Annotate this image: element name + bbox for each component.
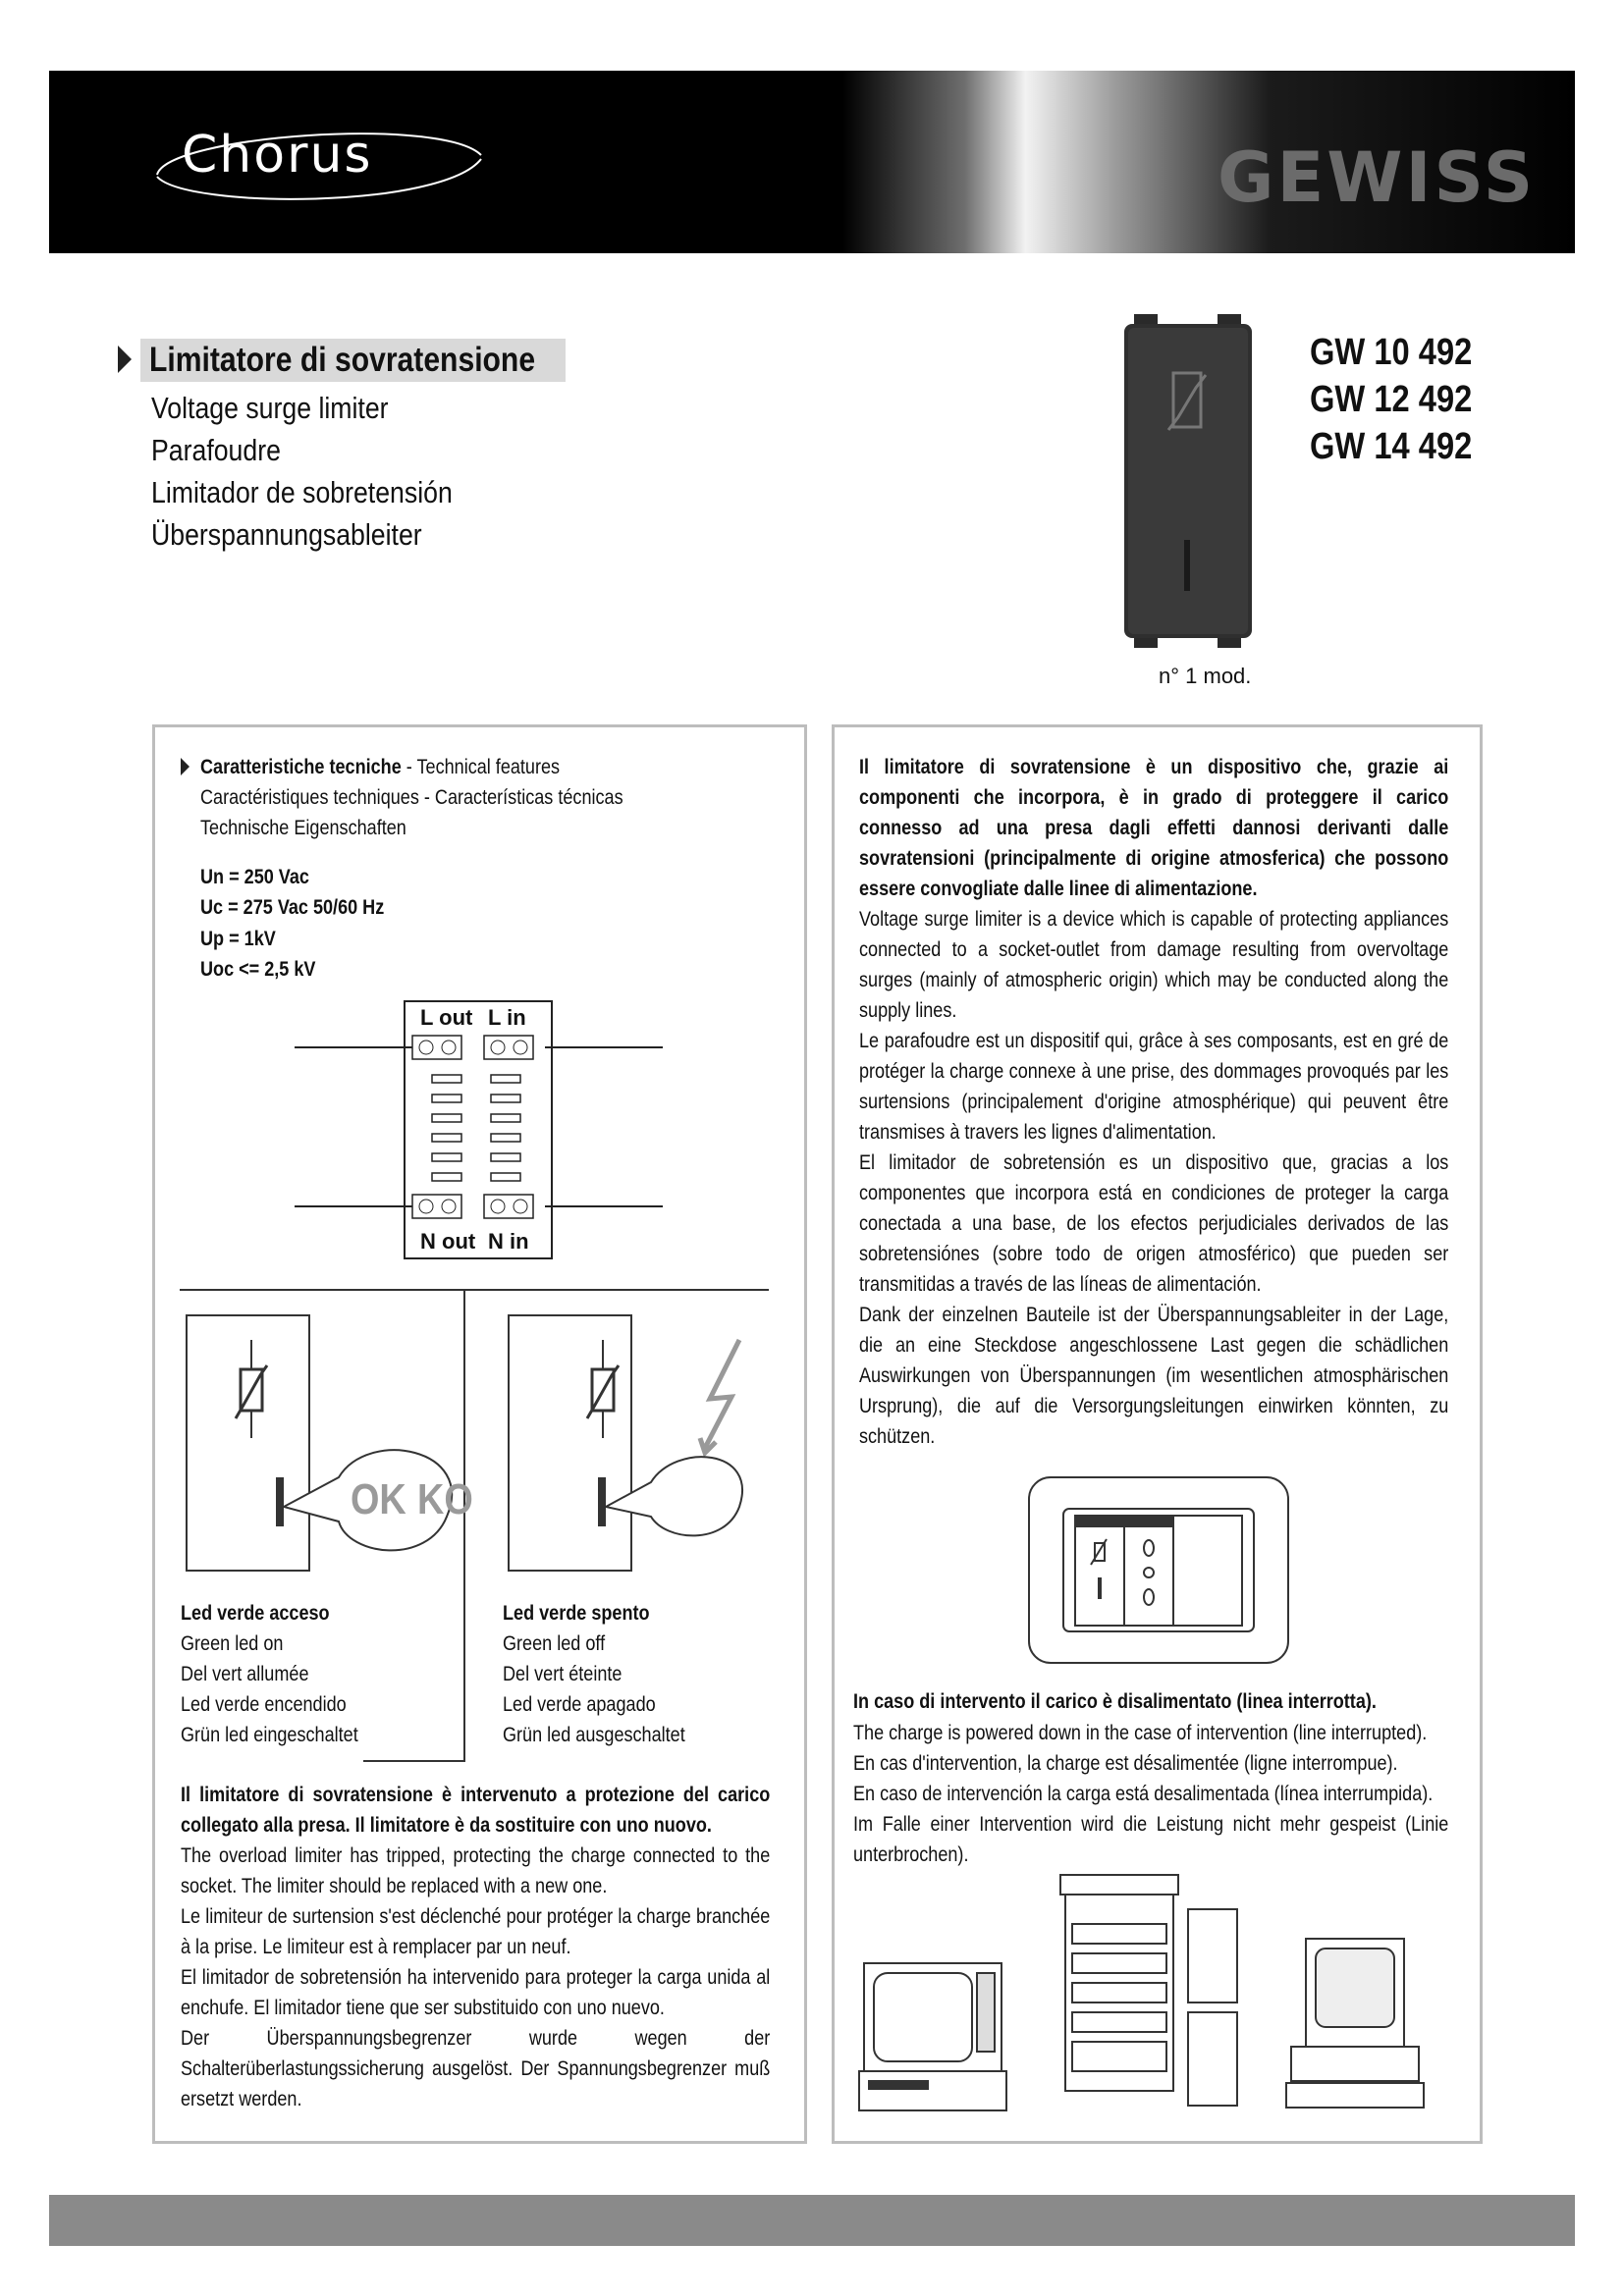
bubble-ko: KO	[417, 1475, 473, 1523]
spec-uc: Uc = 275 Vac 50/60 Hz	[200, 896, 385, 919]
spec-up: Up = 1kV	[200, 928, 276, 950]
tripped-de: Der Überspannungsbegrenzer wurde wegen der Schalterüberlastungssicherung ausgelöst. Der Spannungsbegrenzer muß ersetzt werden.	[181, 2027, 771, 2110]
tripped-it: Il limitatore di sovratensione è intervenuto a protezione del carico collegato alla presa. Il limitatore è da sostituire con uno nuovo.	[181, 1784, 771, 1837]
terminal-n-in: N in	[488, 1229, 529, 1254]
wiring-diagram	[295, 996, 668, 1261]
tripped-en: The overload limiter has tripped, protecting the charge connected to the socket. The limiter should be replaced with a new one.	[181, 1844, 771, 1897]
tripped-es: El limitador de sobretensión ha intervenido para proteger la carga unida al enchufe. El limitador tiene que ser substituido con uno nuevo.	[181, 1966, 771, 2019]
title-arrow-icon	[118, 346, 132, 373]
terminal-l-in: L in	[488, 1005, 526, 1030]
intervention-de: Im Falle einer Intervention wird die Leistung nicht mehr gespeist (Linie unterbrochen).	[853, 1813, 1449, 1866]
led-on-es: Led verde encendido	[181, 1693, 347, 1716]
led-on-diagram	[182, 1310, 486, 1575]
subtitle-en: Voltage surge limiter	[151, 391, 389, 425]
tripped-fr: Le limiteur de surtension s'est déclenché pour protéger la charge branchée à la prise. Le limiteur est à remplacer par un neuf.	[181, 1905, 771, 1958]
product-code-1: GW 10 492	[1310, 332, 1473, 373]
led-off-diagram	[504, 1310, 788, 1575]
subtitle-es: Limitador de sobretensión	[151, 475, 453, 509]
appliances-illustration	[854, 1865, 1453, 2120]
spec-uoc: Uoc <= 2,5 kV	[200, 958, 316, 981]
led-off-en: Green led off	[503, 1632, 606, 1655]
features-line-2: Caractéristiques techniques - Características técnicas	[200, 786, 623, 809]
led-off-es: Led verde apagado	[503, 1693, 656, 1716]
terminal-n-out: N out	[420, 1229, 476, 1254]
product-module-image	[1119, 314, 1257, 648]
module-label: n° 1 mod.	[1159, 664, 1252, 688]
spec-un: Un = 250 Vac	[200, 866, 309, 888]
intro-it: Il limitatore di sovratensione è un dispositivo che, grazie ai componenti che incorpora, è in grado di proteggere il carico connesso ad una presa dagli effetti dannosi derivanti dalle sovratensioni (principalmente di origine atmosferica) che possono essere convogliate dalle linee di alimentazione.	[859, 756, 1449, 900]
led-off-de: Grün led ausgeschaltet	[503, 1724, 685, 1746]
product-code-3: GW 14 492	[1310, 426, 1473, 467]
intervention-fr: En cas d'intervention, la charge est désalimentée (ligne interrompue).	[853, 1752, 1398, 1775]
led-on-it: Led verde acceso	[181, 1602, 330, 1625]
features-heading: Caratteristiche tecniche - Technical features	[200, 756, 561, 778]
subtitle-de: Überspannungsableiter	[151, 517, 422, 552]
led-on-fr: Del vert allumée	[181, 1663, 309, 1685]
divider-short	[363, 1760, 465, 1762]
intro-de: Dank der einzelnen Bauteile ist der Überspannungsableiter in der Lage, die an eine Steckdose angeschlossene Last gegen die schädlichen Auswirkungen von Überspannungen (im wesentlichen atmosphärischen Ursprung), die auf die Versorgungsleitungen einwirken könnten, zu schützen.	[859, 1304, 1449, 1448]
gewiss-logo-text: GEWISS	[1218, 137, 1537, 218]
divider-line	[180, 1289, 769, 1291]
led-on-en: Green led on	[181, 1632, 284, 1655]
led-off-it: Led verde spento	[503, 1602, 650, 1625]
led-on-de: Grün led eingeschaltet	[181, 1724, 358, 1746]
page-title: Limitatore di sovratensione	[149, 341, 536, 379]
terminal-l-out: L out	[420, 1005, 473, 1030]
led-off-fr: Del vert éteinte	[503, 1663, 623, 1685]
features-line-3: Technische Eigenschaften	[200, 817, 406, 839]
features-arrow-icon	[181, 758, 189, 775]
socket-plate-image	[1026, 1474, 1291, 1666]
intro-en: Voltage surge limiter is a device which is capable of protecting appliances connected to a socket-outlet from damage resulting from overvoltage surges (mainly of atmospheric origin) which may be conducted along the supply lines.	[859, 908, 1449, 1022]
intervention-es: En caso de intervención la carga está desalimentada (línea interrumpida).	[853, 1783, 1434, 1805]
intro-fr: Le parafoudre est un dispositif qui, grâce à ses composants, est en gré de protéger la charge connexe à une prise, des dommages provoqués par les surtensions (principalement d'origine atmosphérique) qui peuvent être transmises à travers les lignes d'alimentation.	[859, 1030, 1449, 1144]
intervention-it: In caso di intervento il carico è disalimentato (linea interrotta).	[853, 1690, 1377, 1713]
chorus-logo-text: Chorus	[182, 126, 373, 185]
footer-bar	[49, 2195, 1575, 2246]
intro-es: El limitador de sobretensión es un dispositivo que, gracias a los componentes que incorpora está en condiciones de proteger la carga conectada a una base, de los efectos perjudiciales derivados de las sobretensiónes (sobre todo de origen atmosférico) que pueden ser transmitidas a través de las líneas de alimentación.	[859, 1151, 1449, 1296]
bubble-ok: OK	[351, 1475, 406, 1523]
intervention-en: The charge is powered down in the case of intervention (line interrupted).	[853, 1722, 1428, 1744]
subtitle-fr: Parafoudre	[151, 433, 281, 467]
product-code-2: GW 12 492	[1310, 379, 1473, 420]
